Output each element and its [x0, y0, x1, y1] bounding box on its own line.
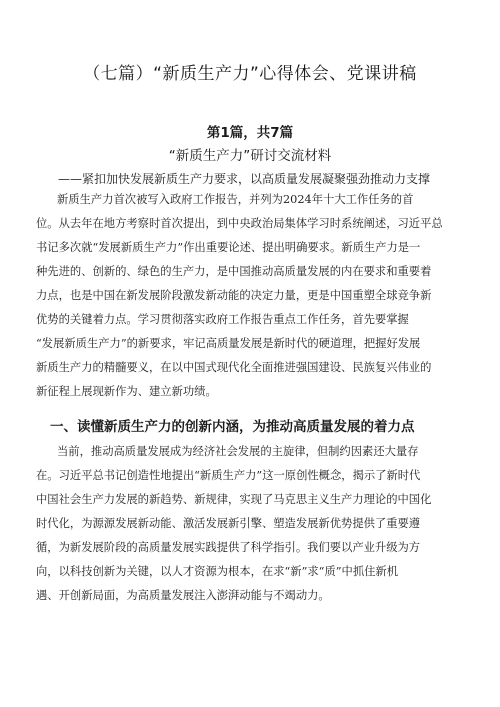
paragraph-line: 中国社会生产力发展的新趋势、新规律，实现了马克思主义生产力理论的中国化 [36, 493, 432, 506]
paragraph-line: 书记多次就“发展新质生产力”作出重要论述、提出明确要求。新质生产力是一 [36, 241, 421, 254]
paragraph-line: 循，为新发展阶段的高质量发展实践提供了科学指引。我们要以产业升级为方 [36, 541, 421, 554]
section-heading: 一、读懂新质生产力的创新内涵，为推动高质量发展的着力点 [50, 419, 415, 435]
paragraph-line: 当前，推动高质量发展成为经济社会发展的主旋律，但制约因素还大量存 [57, 445, 419, 458]
paragraph-line: 向，以科技创新为关键，以人才资源为根本，在求“新”求“质”中抓住新机 [36, 565, 399, 578]
paragraph-line: “发展新质生产力”的新要求，牢记高质量发展是新时代的硬道理，把握好发展 [36, 337, 421, 350]
paragraph-line: 位。从去年在地方考察时首次提出，到中央政治局集体学习时系统阐述，习近平总 [36, 217, 443, 230]
article-title: “新质生产力”研讨交流材料 [168, 148, 332, 164]
paragraph-line: 在。习近平总书记创造性地提出“新质生产力”这一原创性概念，揭示了新时代 [36, 469, 421, 482]
article-subtitle: ——紧扣加快发展新质生产力要求，以高质量发展凝聚强劲推动力支撑 [58, 172, 431, 186]
paragraph-line: 新征程上展现新作为、建立新功绩。 [36, 385, 217, 398]
paragraph-line: 力点，也是中国在新发展阶段激发新动能的决定力量，更是中国重塑全球竞争新 [36, 289, 432, 302]
intro-paragraph [36, 188, 466, 404]
paragraph-line: 遇、开创新局面，为高质量发展注入澎湃动能与不竭动力。 [36, 589, 330, 602]
paragraph-line: 新质生产力首次被写入政府工作报告，并列为2024年十大工作任务的首 [57, 193, 414, 206]
paragraph-line: 时代化，为源源发展新动能、激活发展新引擎、塑造发展新优势提供了重要遵 [36, 517, 421, 530]
paragraph-line: 优势的关键着力点。学习贯彻落实政府工作报告重点工作任务，首先要掌握 [36, 313, 409, 326]
document-title: （七篇）“新质生产力”心得体会、党课讲稿 [83, 64, 417, 84]
paragraph-line: 种先进的、创新的、绿色的生产力，是中国推动高质量发展的内在要求和重要着 [36, 265, 432, 278]
part-heading: 第1篇，共7篇 [206, 125, 294, 141]
paragraph-line: 新质生产力的精髓要义，在以中国式现代化全面推进强国建设、民族复兴伟业的 [36, 361, 432, 374]
section-paragraph [36, 440, 466, 608]
